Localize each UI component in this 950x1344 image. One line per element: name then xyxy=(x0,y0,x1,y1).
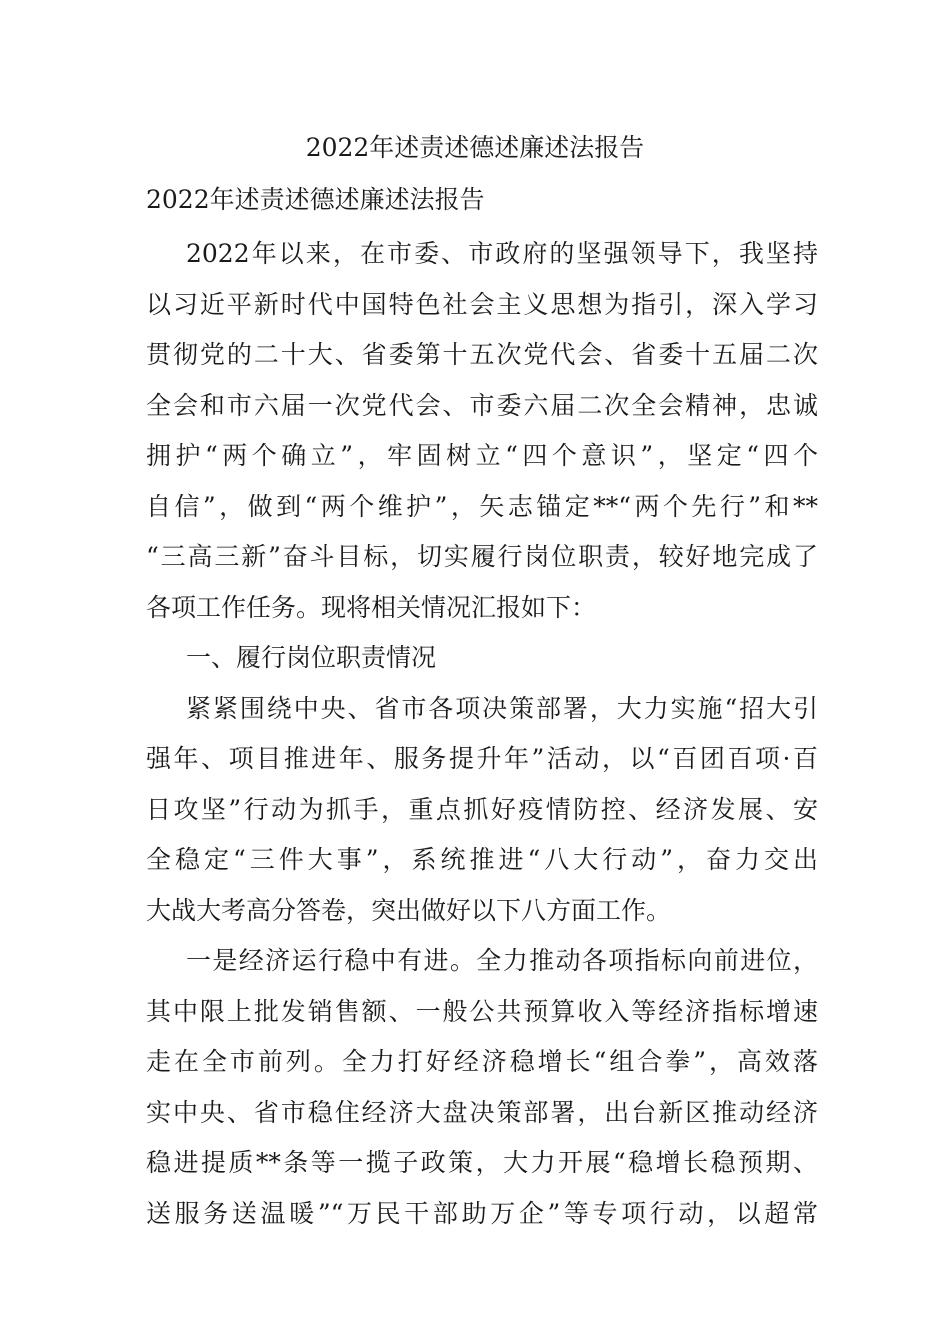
text-line: 送服务送温暖”“万民干部助万企”等专项行动，以超常 xyxy=(146,1198,818,1228)
text-line: 稳进提质**条等一揽子政策，大力开展“稳增长稳预期、 xyxy=(146,1148,818,1177)
text-line: 以习近平新时代中国特色社会主义思想为指引，深入学习 xyxy=(146,289,818,319)
text-line: 强年、项目推进年、服务提升年”活动，以“百团百项·百 xyxy=(146,744,818,773)
text-line: 其中限上批发销售额、一般公共预算收入等经济指标增速 xyxy=(146,996,818,1026)
text-line: 日攻坚”行动为抓手，重点抓好疫情防控、经济发展、安 xyxy=(146,794,818,824)
text-line: 各项工作任务。现将相关情况汇报如下： xyxy=(146,592,597,622)
paragraph-overview xyxy=(146,684,818,937)
text-line: 紧紧围绕中央、省市各项决策部署，大力实施“招大引 xyxy=(186,693,818,723)
text-line: 全稳定“三件大事”，系统推进“八大行动”，奋力交出 xyxy=(146,845,818,874)
text-line: 一、履行岗位职责情况 xyxy=(186,643,437,672)
text-line: “三高三新”奋斗目标，切实履行岗位职责，较好地完成了 xyxy=(146,542,818,571)
section-heading xyxy=(146,633,818,684)
text-line: 拥护“两个确立”，牢固树立“四个意识”，坚定“四个 xyxy=(146,441,818,470)
text-line: 贯彻党的二十大、省委第十五次党代会、省委十五届二次 xyxy=(146,340,818,369)
text-line: 大战大考高分答卷，突出做好以下八方面工作。 xyxy=(146,895,672,925)
text-line: 实中央、省市稳住经济大盘决策部署，出台新区推动经济 xyxy=(146,1097,818,1127)
text-line: 自信”，做到“两个维护”，矢志锚定**“两个先行”和** xyxy=(146,491,818,521)
document-body xyxy=(146,229,818,1239)
document-subtitle: 2022年述责述德述廉述法报告 xyxy=(146,185,485,214)
text-line: 全会和市六届一次党代会、市委六届二次全会精神，忠诚 xyxy=(146,390,818,420)
paragraph-intro xyxy=(146,229,818,633)
paragraph-item-1 xyxy=(146,936,818,1239)
document-title: 2022年述责述德述廉述法报告 xyxy=(305,133,645,162)
text-line: 一是经济运行稳中有进。全力推动各项指标向前进位， xyxy=(186,946,818,975)
text-line: 2022年以来，在市委、市政府的坚强领导下，我坚持 xyxy=(186,239,818,268)
text-line: 走在全市前列。全力打好经济稳增长“组合拳”，高效落 xyxy=(146,1047,818,1076)
